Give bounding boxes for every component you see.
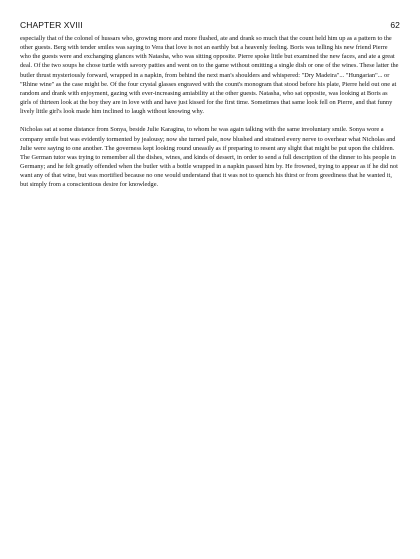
running-header	[20, 20, 400, 30]
body-text	[20, 34, 400, 190]
chapter-title: CHAPTER XVIII	[20, 20, 83, 30]
document-page	[20, 20, 400, 199]
page-number: 62	[390, 20, 400, 30]
paragraph: Nicholas sat at some distance from Sonya, beside Julie Karagina, to whom he was again talking with the same involuntary smile. Sonya wore a company smile but was evidently tormented by jealousy; now she turned pale, now blushed and strained every nerve to overhear what Nicholas and Julie were saying to one another. The governess kept looking round uneasily as if preparing to resent any slight that might be put upon the children. The German tutor was trying to remember all the dishes, wines, and kinds of dessert, in order to send a full description of the dinner to his people in Germany; and he felt greatly offended when the butler with a bottle wrapped in a napkin passed him by. He frowned, trying to appear as if he did not want any of that wine, but was mortified because no one would understand that it was not to quench his thirst or from greediness that he wanted it, but simply from a conscientious desire for knowledge.	[20, 126, 398, 189]
paragraph: especially that of the colonel of hussars who, growing more and more flushed, ate and drank so much that the count held him up as a pattern to the other guests. Berg with tender smiles was saying to Vera that love is not an earthly but a heavenly feeling. Boris was telling his new friend Pierre who the guests were and exchanging glances with Natasha, who was sitting opposite. Pierre spoke little but examined the new faces, and ate a great deal. Of the two soups he chose turtle with savory patties and went on to the game without omitting a single dish or one of the wines. These latter the butler thrust mysteriously forward, wrapped in a napkin, from behind the next man's shoulders and whispered: "Dry Madeira"... "Hungarian"... or "Rhine wine" as the case might be. Of the four crystal glasses engraved with the count's monogram that stood before his plate, Pierre held out one at random and drank with enjoyment, gazing with ever-increasing amiability at the other guests. Natasha, who sat opposite, was looking at Boris as girls of thirteen look at the boy they are in love with and have just kissed for the first time. Sometimes that same look fell on Pierre, and that funny lively little girl's look made him inclined to laugh without knowing why.	[20, 35, 399, 116]
